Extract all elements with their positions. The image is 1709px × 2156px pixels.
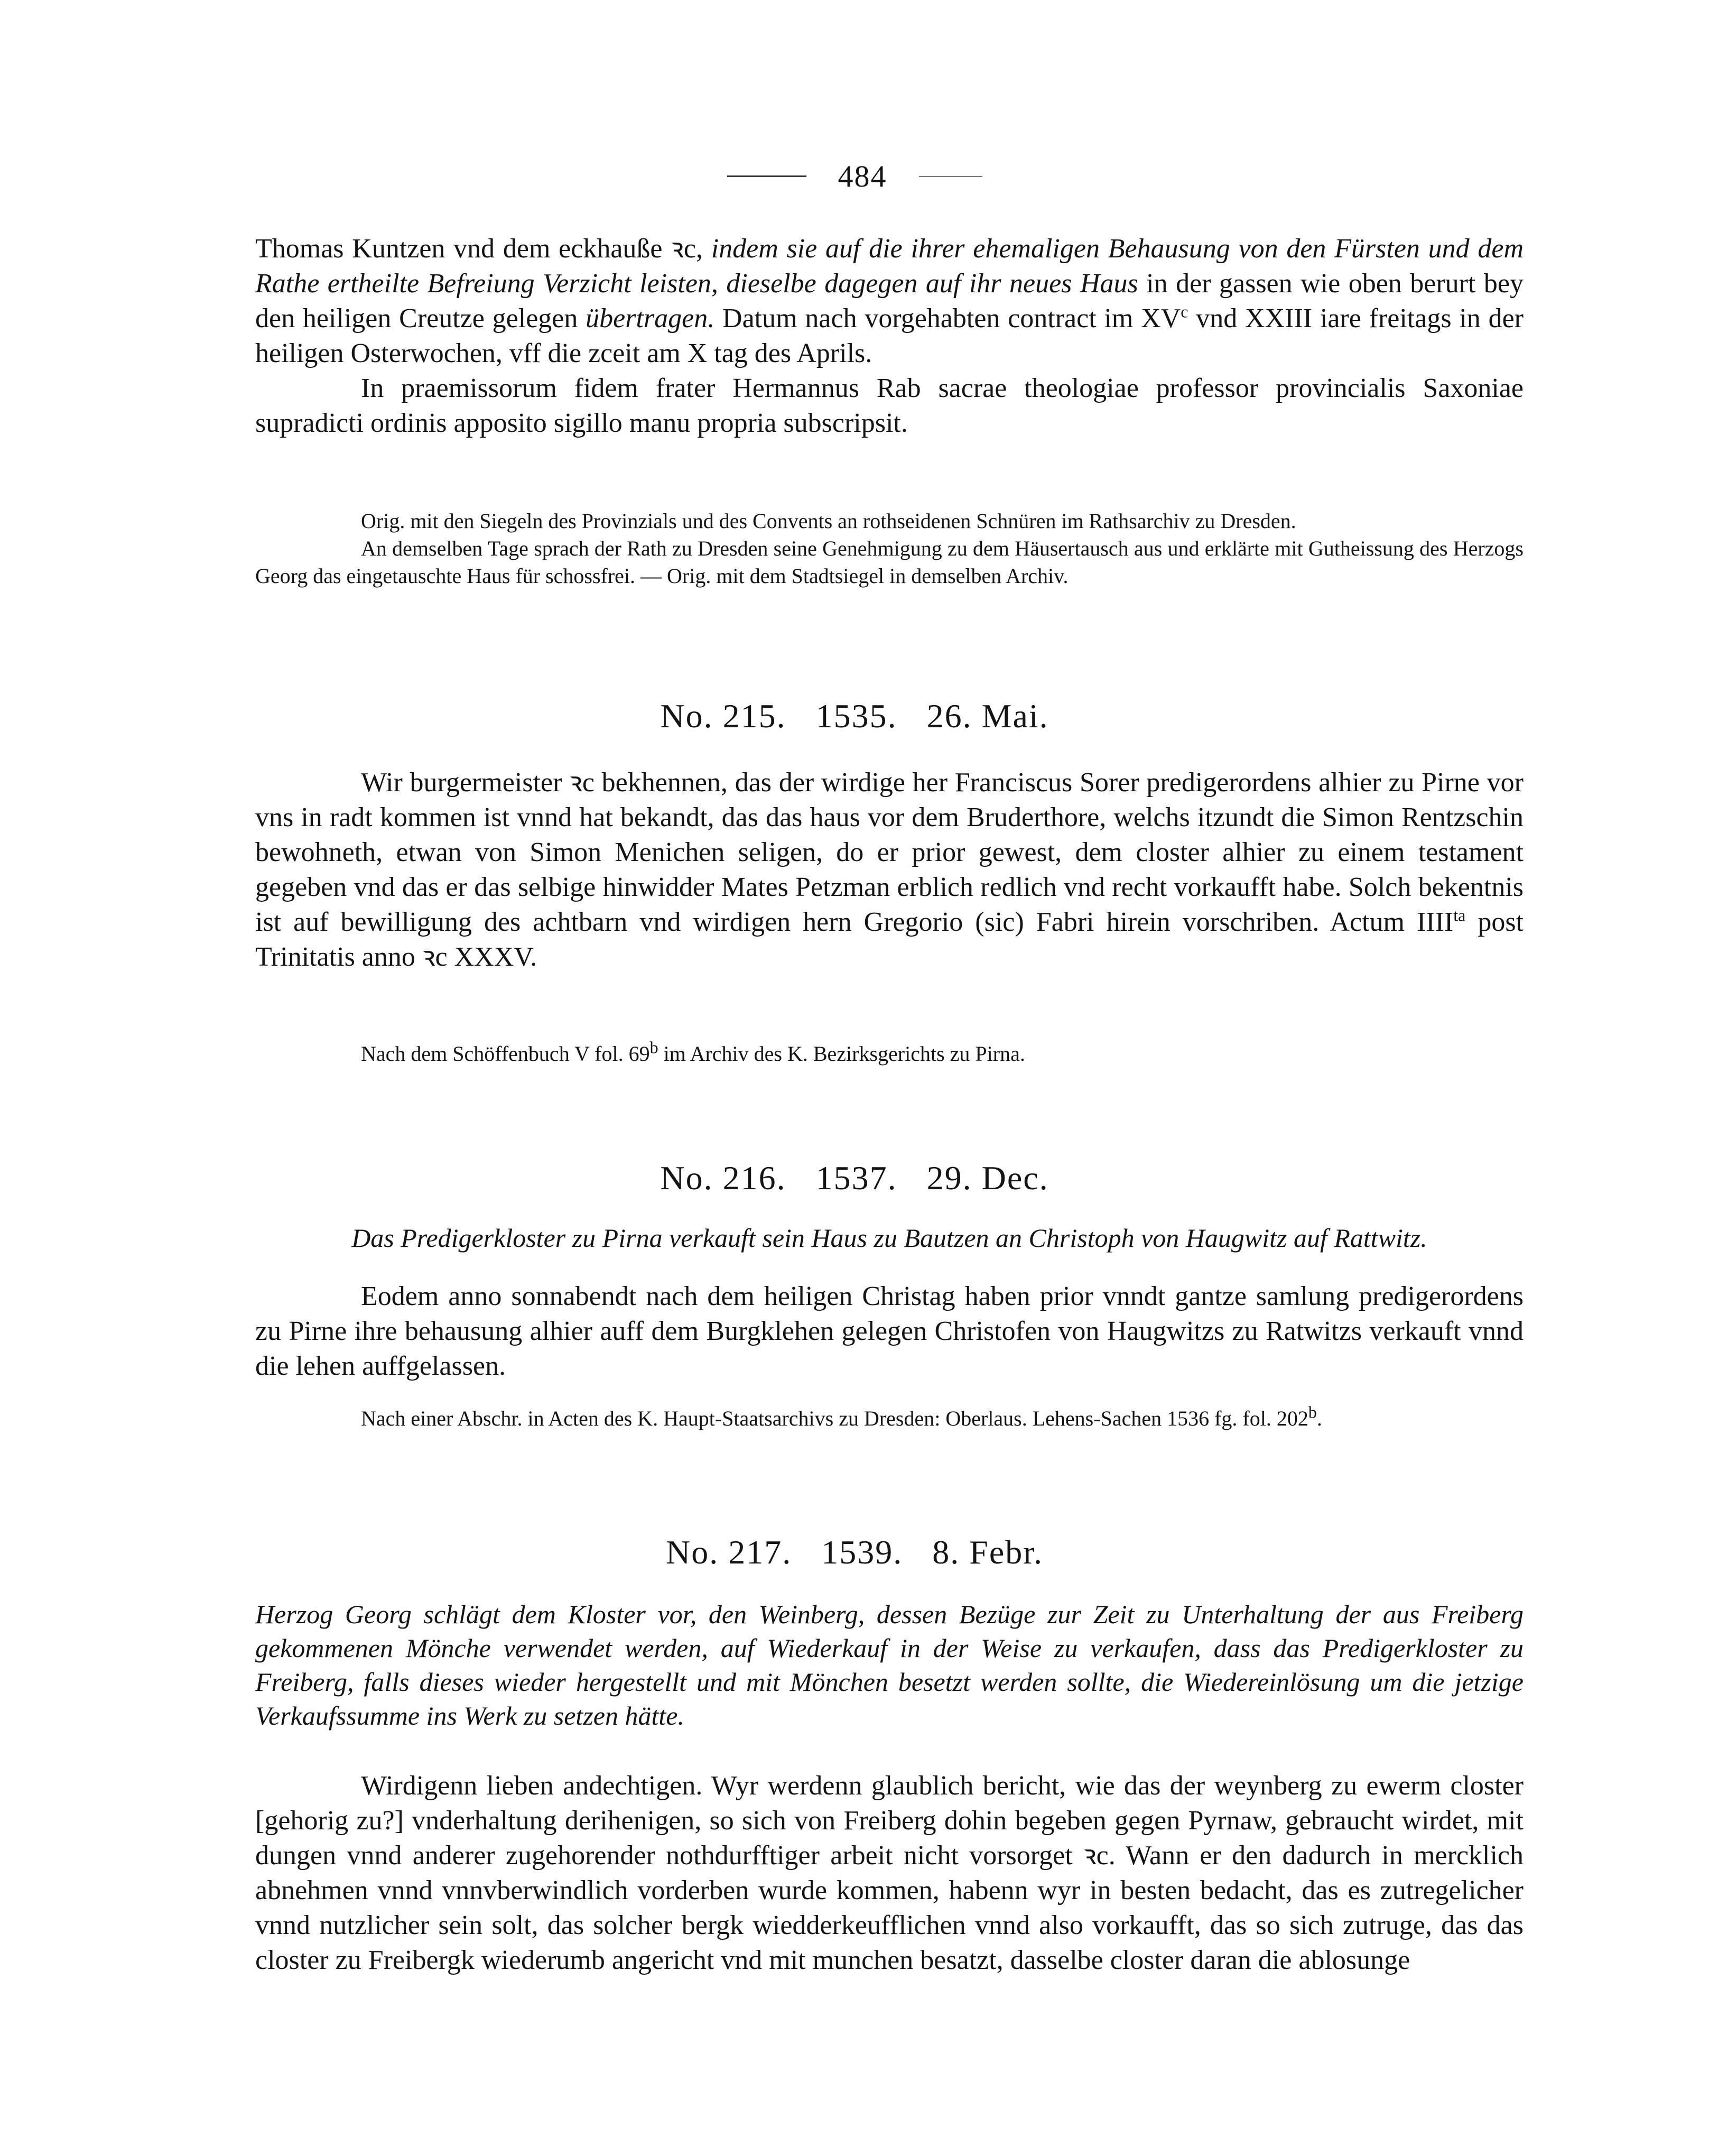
subscription-paragraph: In praemissorum fidem frater Hermannus Rab sacrae theologiae professor provincialis Saxoniae supradicti ordinis apposito sigillo manu propria subscripsit. (255, 373, 1524, 438)
page-header (0, 159, 1709, 194)
source-note (255, 1402, 1524, 1432)
entry-text: Wirdigenn lieben andechtigen. Wyr werdenn glaublich bericht, wie das der weynberg zu ewerm closter [gehorig zu?] vnderhaltung derihenigen, so sich von Freiberg dohin begeben gegen Pyrnaw, gebraucht wirdet, mit dungen vnnd anderer zugehorender nothdurfftiger arbeit nicht vorsorget ꝛc. Wann er den dadurch in mercklich abnehmen vnnd vnnvberwindlich vorderben wurde kommen, habenn wyr in besten bedacht, das es zutregelicher vnnd nutzlicher sein solt, das solcher bergk wiedderkeufflichen vnnd also vorkaufft, das so sich zutruge, das das closter zu Freibergk wiederumb angericht vnd mit munchen besatzt, dasselbe closter daran die ablosunge (255, 1771, 1524, 1975)
entry-year: 1535. (815, 697, 897, 735)
source-note-b: im Archiv des K. Bezirksgerichts zu Pirna. (658, 1042, 1025, 1066)
source-note-superscript: b (1308, 1402, 1317, 1422)
entry-summary (255, 1221, 1524, 1255)
continuation-text-a: Thomas Kuntzen vnd dem eckhauße ꝛc, (255, 234, 711, 264)
continuation-section (255, 232, 1524, 441)
entry-number: No. 217. (666, 1533, 792, 1571)
source-note: Orig. mit den Siegeln des Provinzials und des Convents an rothseidenen Schnüren im Rathsarchiv zu Dresden. (361, 509, 1296, 533)
source-note-a: Nach dem Schöffenbuch V fol. 69 (361, 1042, 650, 1066)
entry-text (255, 765, 1524, 975)
entry-body (255, 765, 1524, 975)
header-rule-right (919, 176, 982, 177)
entry-date: 8. Febr. (932, 1533, 1043, 1571)
entry-number: No. 215. (660, 697, 786, 735)
continuation-paragraph (255, 232, 1524, 371)
continuation-text-d: übertragen. (586, 303, 715, 334)
entry-note (255, 1040, 1524, 1068)
entry-text: Eodem anno sonnabendt nach dem heiligen Christag haben prior vnndt gantze samlung predigerordens zu Pirne ihre behausung alhier auff dem Burgklehen gelegen Christofen von Haugwitzs zu Ratwitzs verkauft vnnd die lehen auffgelassen. (255, 1281, 1524, 1381)
continuation-text-b: indem sie auf die ihrer ehemaligen Behausung von den Fürsten und dem Rathe ertheilte Befreiung Verzicht leisten, dieselbe dagegen auf ihr neues Haus (255, 234, 1524, 299)
entry-number: No. 216. (660, 1159, 786, 1197)
entry-note (255, 1402, 1524, 1432)
continuation-superscript: c (1181, 302, 1188, 321)
source-note-a: Nach einer Abschr. in Acten des K. Haupt-Staatsarchivs zu Dresden: Oberlaus. Lehens-Sachen 1536 fg. fol. 202 (361, 1407, 1308, 1430)
entry-date: 26. Mai. (926, 697, 1049, 735)
continuation-notes (255, 507, 1524, 590)
page-number: 484 (838, 159, 887, 193)
continuation-text-c: in der gassen wie oben berurt bey den heiligen Creutze gelegen (255, 269, 1524, 334)
entry-heading (0, 697, 1709, 736)
entry-text-b: post Trinitatis anno ꝛc XXXV. (255, 907, 1524, 972)
continuation-text-e: Datum nach vorgehabten contract im XV (714, 303, 1181, 334)
entry-summary-text: Das Predigerkloster zu Pirna verkauft sein Haus zu Bautzen an Christoph von Haugwitz auf Rattwitz. (351, 1223, 1427, 1253)
source-note-superscript: b (649, 1038, 658, 1057)
header-rule-left (727, 175, 806, 177)
source-note: An demselben Tage sprach der Rath zu Dresden seine Genehmigung zu dem Häusertausch aus und erklärte mit Gutheissung des Herzogs Georg das eingetauschte Haus für schossfrei. — Orig. mit dem Stadtsiegel in demselben Archiv. (255, 536, 1524, 588)
entry-superscript: ta (1453, 905, 1466, 925)
entry-year: 1537. (815, 1159, 897, 1197)
entry-heading (0, 1159, 1709, 1198)
entry-date: 29. Dec. (926, 1159, 1049, 1197)
continuation-text-g: vnd XXIII iare freitags in der heiligen Osterwochen, vff die zceit am X tag des Aprils. (255, 303, 1524, 368)
entry-body (255, 1769, 1524, 1978)
entry-heading (0, 1533, 1709, 1572)
source-note-b: . (1316, 1407, 1322, 1430)
entry-summary (255, 1597, 1524, 1733)
entry-text-a: Wir burgermeister ꝛc bekhennen, das der wirdige her Franciscus Sorer predigerordens alhier zu Pirne vor vns in radt kommen ist vnnd hat bekandt, das das haus vor dem Bruderthore, welchs itzundt die Simon Rentzschin bewohneth, etwan von Simon Menichen seligen, do er prior gewest, dem closter alhier zu einem testament gegeben vnd das er das selbige hinwidder Mates Petzman erblich redlich vnd recht vorkaufft habe. Solch bekentnis ist auf bewilligung des achtbarn vnd wirdigen hern Gregorio (sic) Fabri hirein vorschriben. Actum IIII (255, 767, 1524, 937)
entry-body (255, 1279, 1524, 1384)
entry-summary-text: Herzog Georg schlägt dem Kloster vor, den Weinberg, dessen Bezüge zur Zeit zu Unterhaltung der aus Freiberg gekommenen Mönche verwendet werden, auf Wiederkauf in der Weise zu verkaufen, dass das Predigerkloster zu Freiberg, falls dieses wieder hergestellt und mit Mönchen besetzt werden sollte, die Wiedereinlösung um die jetzige Verkaufssumme ins Werk zu setzen hätte. (255, 1599, 1524, 1731)
source-note (255, 1040, 1524, 1068)
entry-year: 1539. (821, 1533, 903, 1571)
